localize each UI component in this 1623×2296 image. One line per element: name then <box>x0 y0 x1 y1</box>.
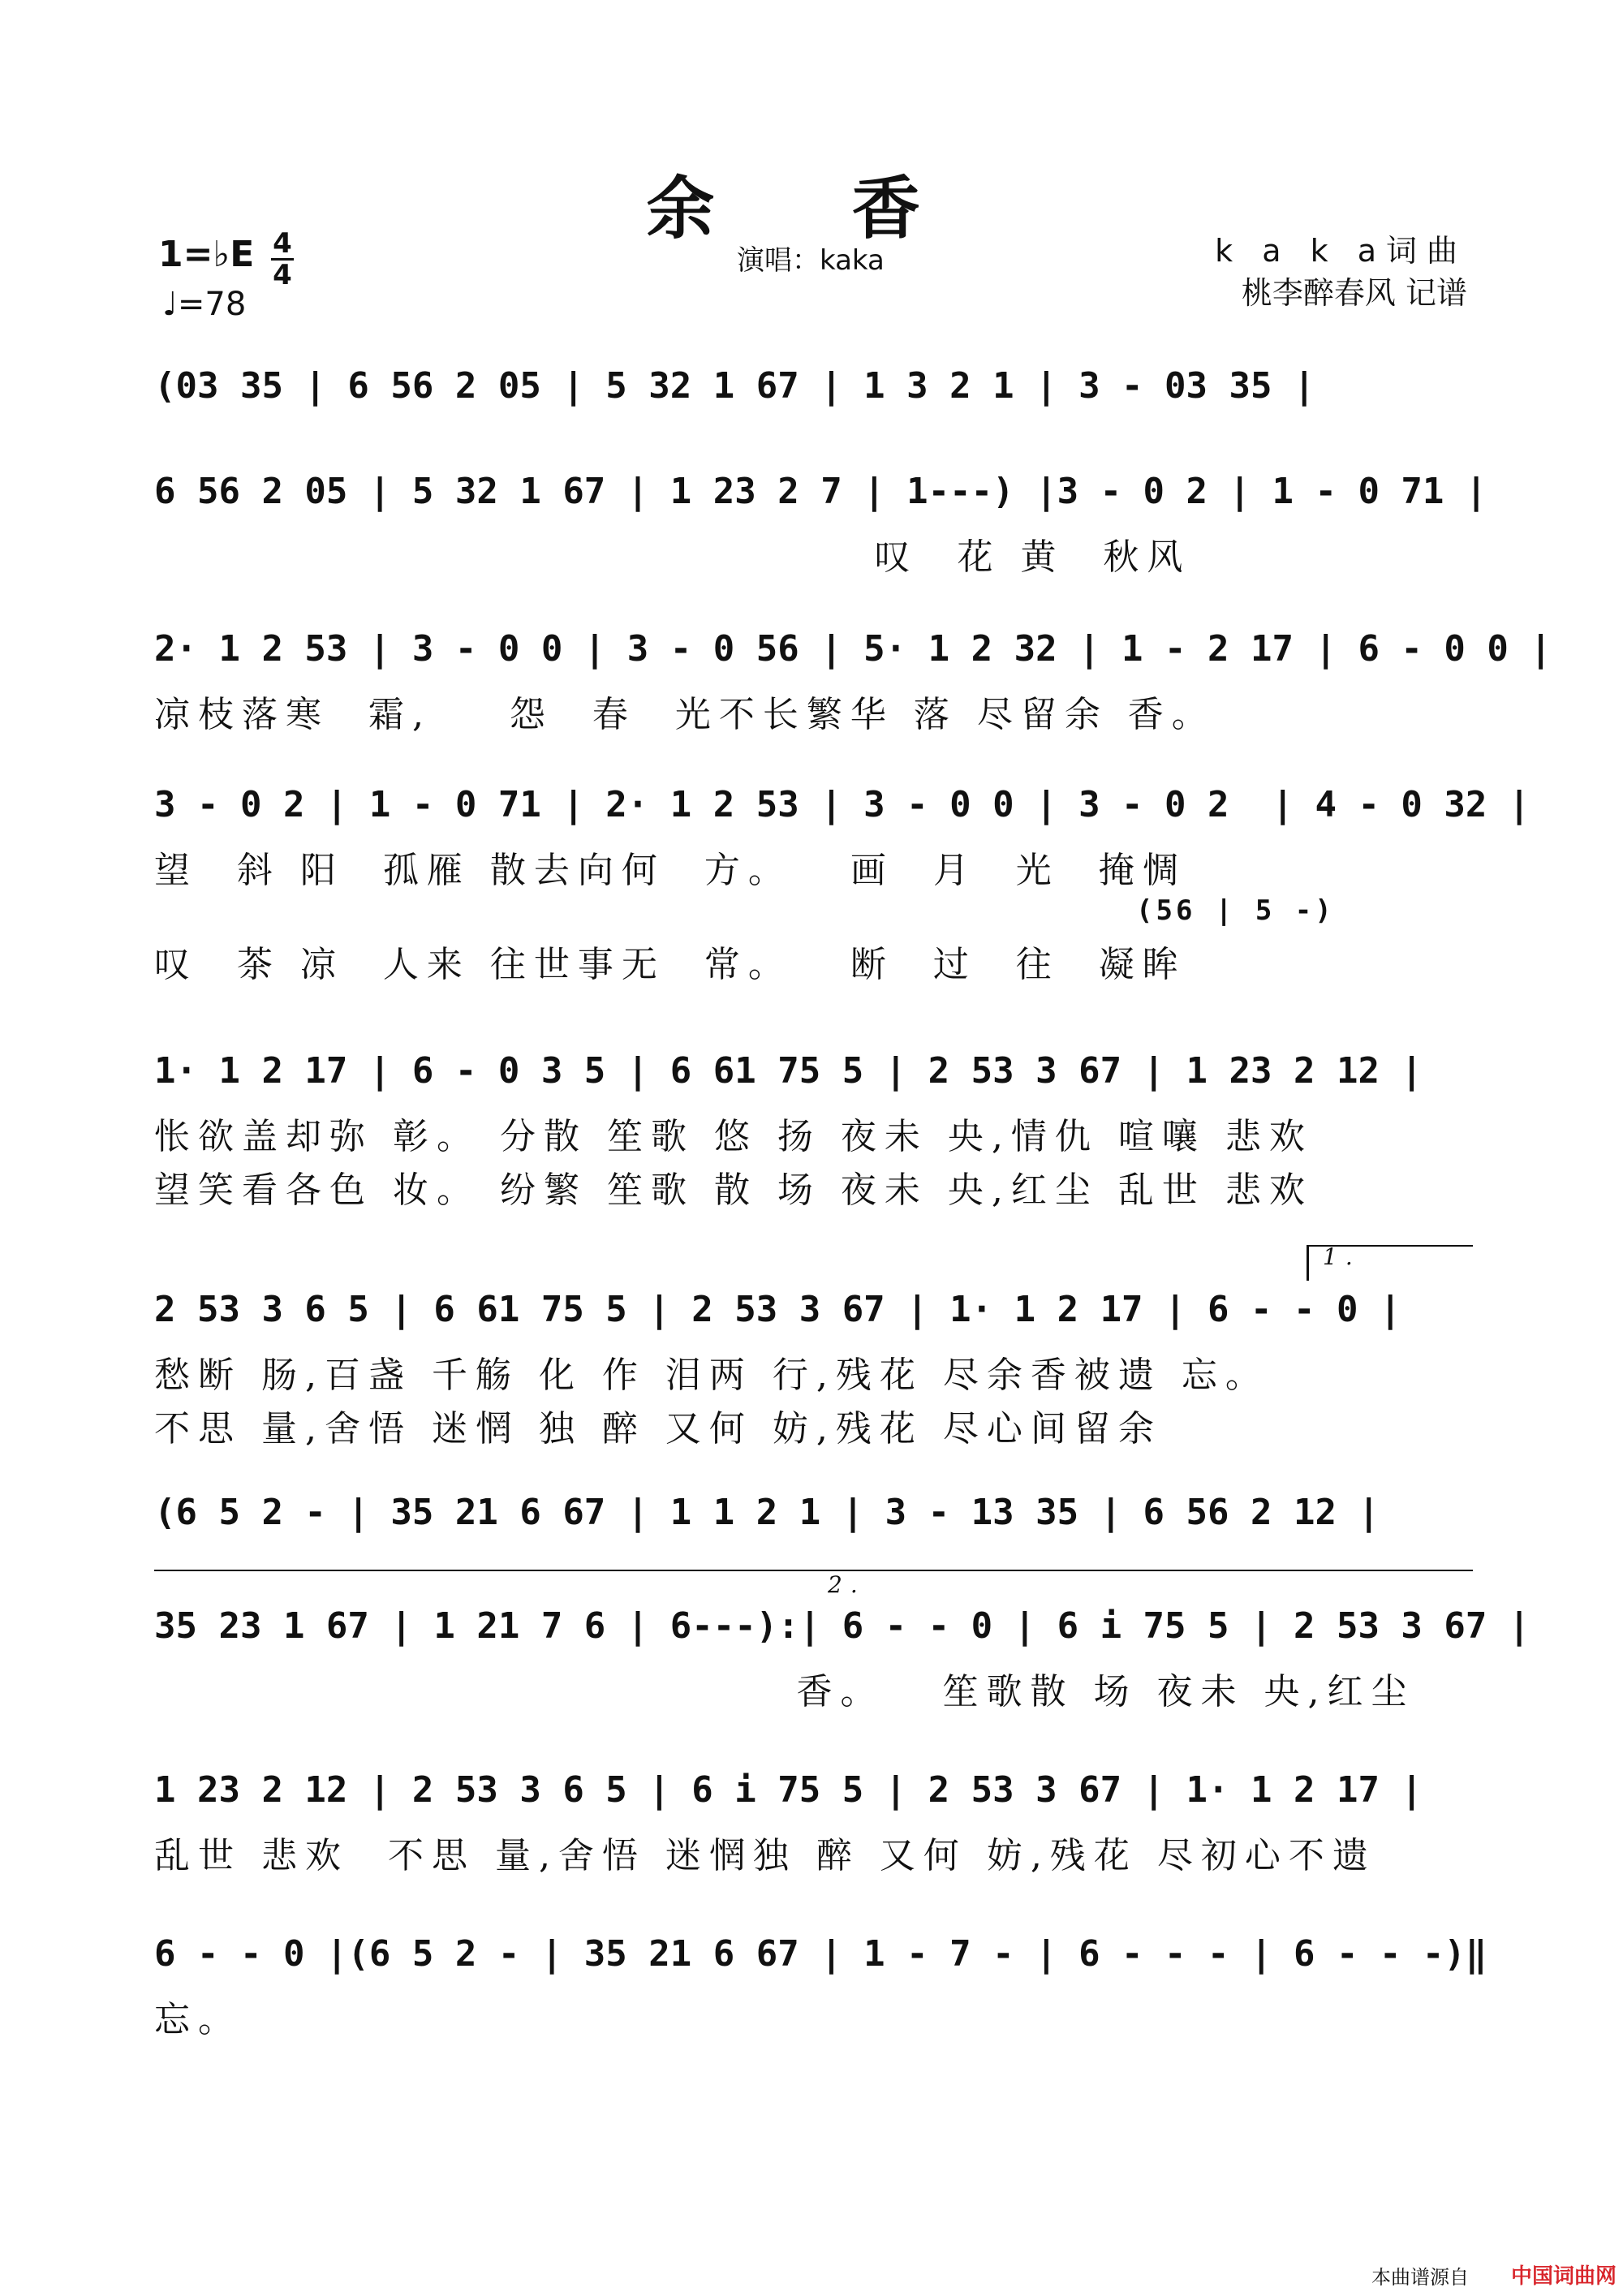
volta-label-2: 2. <box>828 1571 866 1598</box>
song-title: 余 香 <box>646 168 977 248</box>
time-signature-bottom: 4 <box>273 259 292 291</box>
lyric-line: 叹 花 黄 秋风 <box>154 536 1191 578</box>
lyric-line-verse-2: 叹 茶 凉 人来 往世事无 常。 断 过 往 凝眸 <box>154 944 1186 985</box>
lyric-line: 忘。 <box>154 1999 242 2040</box>
tempo-marking: ♩=78 <box>162 286 247 323</box>
lyric-line-verse-2: 不思 量,舍悟 迷惘 独 醉 又何 妨,残花 尽心间留余 <box>154 1408 1162 1450</box>
notation-line: (6 5 2 - | 35 21 6 67 | 1 1 2 1 | 3 - 13 35 | 6 56 2 12 | <box>154 1492 1380 1533</box>
lyric-line: 凉枝落寒 霜, 怨 春 光不长繁华 落 尽留余 香。 <box>154 694 1216 735</box>
lyricist-credit: k a k a词曲 <box>1215 233 1467 269</box>
notation-line: 2 53 3 6 5 | 6 61 75 5 | 2 53 3 67 | 1· 1 2 17 | 6 - - 0 | <box>154 1289 1401 1330</box>
notation-line: 6 - - 0 |(6 5 2 - | 35 21 6 67 | 1 - 7 - | 6 - - - | 6 - - -)‖ <box>154 1933 1487 1975</box>
lyric-line-verse-1: 怅欲盖却弥 彰。 分散 笙歌 悠 扬 夜未 央,情仇 喧嚷 悲欢 <box>154 1116 1313 1157</box>
lyric-line-verse-2: 望笑看各色 妆。 纷繁 笙歌 散 场 夜未 央,红尘 乱世 悲欢 <box>154 1170 1313 1211</box>
notation-line: 1 23 2 12 | 2 53 3 6 5 | 6 i 75 5 | 2 53 3 67 | 1· 1 2 17 | <box>154 1769 1423 1811</box>
notation-line: 2· 1 2 53 | 3 - 0 0 | 3 - 0 56 | 5· 1 2 32 | 1 - 2 17 | 6 - 0 0 | <box>154 628 1552 670</box>
notation-line: 6 56 2 05 | 5 32 1 67 | 1 23 2 7 | 1---) |3 - 0 2 | 1 - 0 71 | <box>154 471 1487 512</box>
time-signature-top: 4 <box>273 227 292 260</box>
lyric-line: 乱世 悲欢 不思 量,舍悟 迷惘独 醉 又何 妨,残花 尽初心不遗 <box>154 1835 1376 1876</box>
lyric-line-verse-1: 愁断 肠,百盏 千觞 化 作 泪两 行,残花 尽余香被遗 忘。 <box>154 1355 1269 1396</box>
singer-credit: 演唱：kaka <box>737 244 885 277</box>
notation-line: 35 23 1 67 | 1 21 7 6 | 6---):| 6 - - 0 | 6 i 75 5 | 2 53 3 67 | <box>154 1605 1530 1647</box>
source-note: 本曲谱源自 <box>1371 2266 1469 2289</box>
notation-line: (03 35 | 6 56 2 05 | 5 32 1 67 | 1 3 2 1 | 3 - 03 35 | <box>154 365 1315 407</box>
volta-label-1: 1. <box>1323 1243 1361 1270</box>
site-watermark: 中国词曲网 <box>1511 2264 1617 2289</box>
key-signature: 1=♭E <box>158 234 255 275</box>
ornament-notes: (56 | 5 -) <box>1136 894 1335 927</box>
lyric-line: 香。 笙歌散 场 夜未 央,红尘 <box>154 1671 1415 1712</box>
volta-bracket-1-edge <box>1307 1245 1309 1281</box>
transcriber-credit: 桃李醉春风 记谱 <box>1241 275 1467 311</box>
lyric-line-verse-1: 望 斜 阳 孤雁 散去向何 方。 画 月 光 掩惆 <box>154 850 1186 891</box>
notation-line: 1· 1 2 17 | 6 - 0 3 5 | 6 61 75 5 | 2 53 3 67 | 1 23 2 12 | <box>154 1050 1423 1092</box>
notation-line: 3 - 0 2 | 1 - 0 71 | 2· 1 2 53 | 3 - 0 0 | 3 - 0 2 | 4 - 0 32 | <box>154 784 1530 825</box>
time-signature <box>271 227 294 291</box>
volta-bracket-line <box>154 1570 1473 1571</box>
